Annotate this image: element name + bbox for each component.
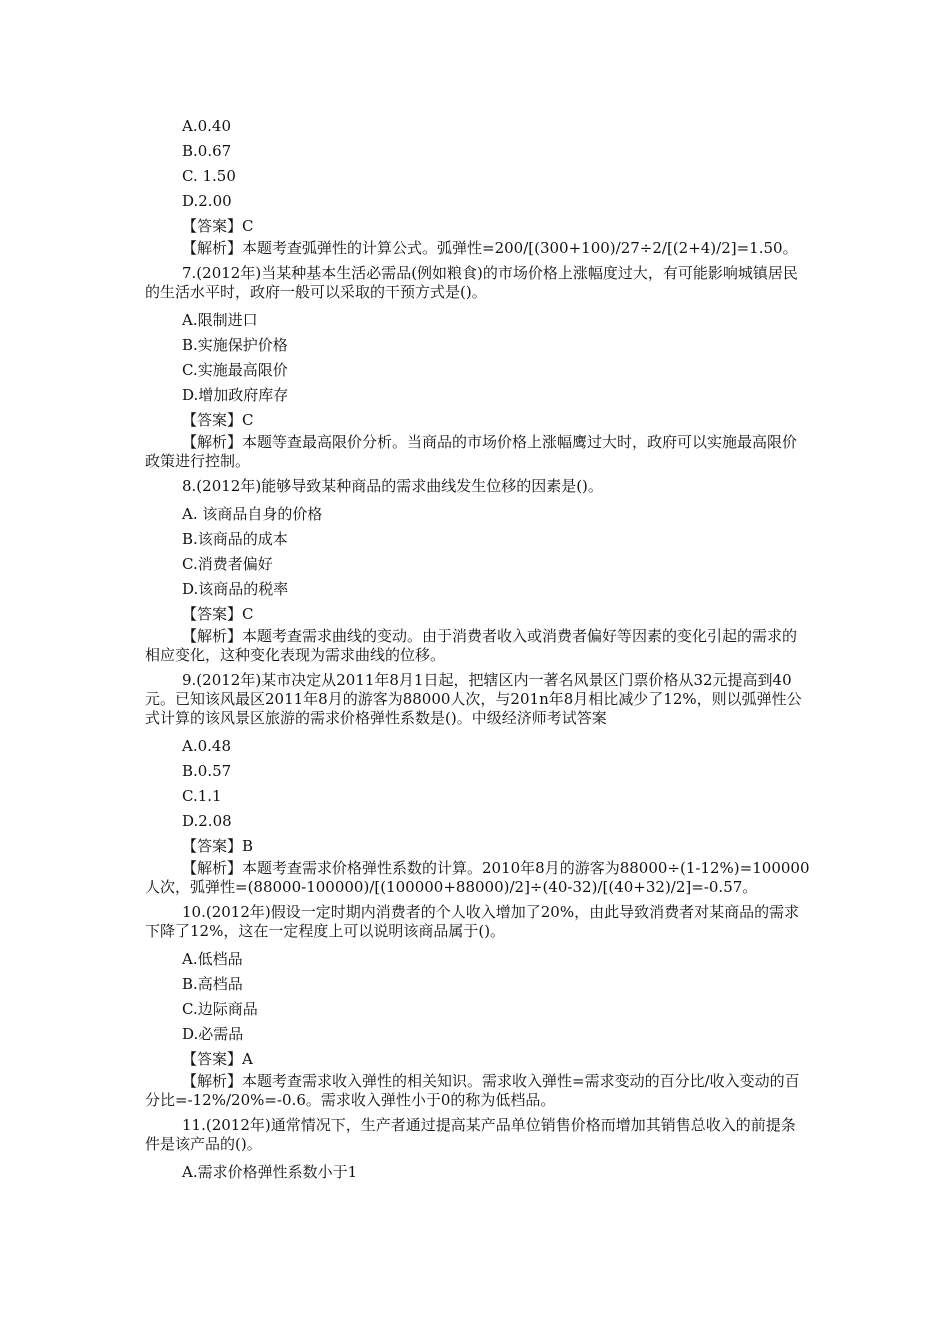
answer-option: A.低档品 (182, 950, 243, 968)
answer-option: A.0.40 (182, 117, 231, 135)
answer-key: 【答案】A (182, 1050, 253, 1068)
answer-key: 【答案】C (182, 605, 254, 623)
question-stem: 7.(2012年)当某种基本生活必需品(例如粮食)的市场价格上涨幅度过大，有可能影响城镇居民的生活水平时，政府一般可以采取的干预方式是()。 (145, 264, 798, 301)
answer-option: B.0.57 (182, 762, 232, 780)
explanation-paragraph: 【解析】本题等查最高限价分析。当商品的市场价格上涨幅鹰过大时，政府可以实施最高限价政策进行控制。 (145, 433, 798, 470)
explanation-paragraph: 【解析】本题考查弧弹性的计算公式。弧弹性=200/[(300+100)/27÷2/[(2+4)/2]=1.50。 (182, 239, 798, 257)
answer-option: A.限制进口 (182, 311, 258, 329)
answer-option: D.2.00 (182, 192, 232, 210)
answer-option: D.2.08 (182, 812, 232, 830)
answer-key: 【答案】B (182, 837, 254, 855)
question-stem: 9.(2012年)某市决定从2011年8月1日起，把辖区内一著名风景区门票价格从32元提高到40元。已知该风最区2011年8月的游客为88000人次，与201n年8月相比减少了12%，则以弧弹性公式计算的该风景区旅游的需求价格弹性系数是()。中级经济师考试答案 (145, 671, 802, 727)
answer-option: A. 该商品自身的价格 (182, 505, 323, 523)
explanation-paragraph: 【解析】本题考查需求收入弹性的相关知识。需求收入弹性=需求变动的百分比/收入变动的百分比=-12%/20%=-0.6。需求收入弹性小于0的称为低档品。 (145, 1072, 800, 1109)
exam-content (145, 114, 810, 1185)
question-stem: 10.(2012年)假设一定时期内消费者的个人收入增加了20%，由此导致消费者对某商品的需求下降了12%，这在一定程度上可以说明该商品属于()。 (145, 903, 800, 940)
answer-option: D.该商品的税率 (182, 580, 289, 598)
answer-option: A.需求价格弹性系数小于1 (182, 1163, 358, 1181)
answer-option: C. 1.50 (182, 167, 236, 185)
answer-option: B.实施保护价格 (182, 336, 288, 354)
answer-option: D.必需品 (182, 1025, 244, 1043)
explanation-paragraph: 【解析】本题考查需求价格弹性系数的计算。2010年8月的游客为88000÷(1-12%)=100000人次，弧弹性=(88000-100000)/[(100000+88000)/2]÷(40-32)/[(40+32)/2]=-0.57。 (145, 859, 810, 896)
answer-option: B.该商品的成本 (182, 530, 288, 548)
answer-option: C.1.1 (182, 787, 222, 805)
answer-option: C.边际商品 (182, 1000, 258, 1018)
answer-option: A.0.48 (182, 737, 231, 755)
answer-option: B.高档品 (182, 975, 243, 993)
answer-key: 【答案】C (182, 217, 254, 235)
explanation-paragraph: 【解析】本题考查需求曲线的变动。由于消费者收入或消费者偏好等因素的变化引起的需求的相应变化，这种变化表现为需求曲线的位移。 (145, 627, 798, 664)
answer-option: D.增加政府库存 (182, 386, 289, 404)
answer-option: B.0.67 (182, 142, 232, 160)
answer-key: 【答案】C (182, 411, 254, 429)
answer-option: C.消费者偏好 (182, 555, 273, 573)
answer-option: C.实施最高限价 (182, 361, 288, 379)
question-stem: 11.(2012年)通常情况下，生产者通过提高某产品单位销售价格而增加其销售总收入的前提条件是该产品的()。 (145, 1116, 796, 1153)
question-stem: 8.(2012年)能够导致某种商品的需求曲线发生位移的因素是()。 (182, 477, 603, 495)
